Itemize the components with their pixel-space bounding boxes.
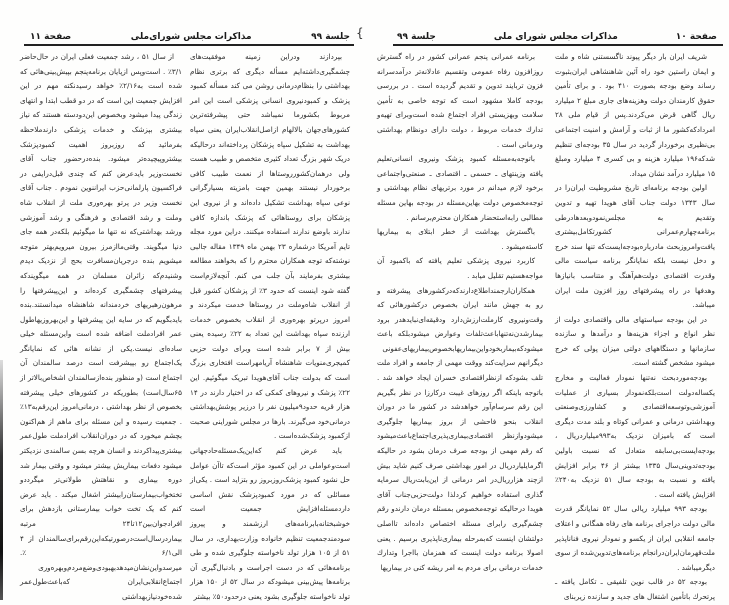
paragraph: از سال ۵۱ ، رشد جمعیت فعلی ایران در حال‌حاضر ۳/۱٪ . است‌وپس ازپایان برنامه‌پنجم بپیش‌بینی‌هائی که شده است به‌۲/۱۶٪ خواهد رسیدنکته مهم در این افزایش جمعیت این است که در دو قطب ابتدا و انتهای زندگی پیدا میشود وبخصوص این‌دودسته هستند که نیاز بیشتری بپزشک و خدمات پزشکی دارندملاحظه بفرمائید که روزبروز اهمیت کمبودپزشک بیشتروپیچیده‌تر میشود. بنده‌درحضور جناب آقای نخست‌وزیر بایدعرض کنم که چندی قبل‌درایفی در فراکسیون پارلمانی‌حزب ایراننوین نمودم . جناب آقای نخست وزیر در پرتو بهره‌وری ملت از انقلاب شاه وملت و رشد اقتصادی و فرهنگی و رشد آموزشی ورشد بهداشتی‌که نه تنها ما میگوئیم بلکه‌در همه جای دنیا میگویند. وقتی‌ماازمرز بیرون میرویم‌بهتر متوجه میشویم بنده درجریان‌مسافرت بحج از نزدیک دیدم وشنیدم‌که زائران مسلمان ‌در همه میگویند‌که پیشرفتهای چشمگیری کرده‌اند و این‌پیشرفتها را مرهون‌رهبریهای خردمندانه شاهنشاه میدانستند.بنده بایدبگویم که در سایه این پیشرفتها و این‌بهروزیها‌طول عمر افراد‌ملت اضافه شده است واین‌مسئله خیلی ساده‌ای نیست.یکی از نشانه هائی که نمایانگر یک‌اجتماع رو بپیشرفت است درصد سالمندان آن اجتماع است (و منظور بنده‌ازسالمندان اشخاص‌بالاتر از ۶۵سال‌است) بطوریکه در کشورهای خیلی پیشرفته بخصوص از نظر بهداشتی ، درمانی‌امروز این‌رقم‌به۱۳٪ . جمعیت رسیده و این مسئله برای ماهم از هم‌اکنون بچشم میخورد که در دوران‌انقلاب افراد‌ملت طول‌عمر بیشتری‌پیداکردند و انسان هرچه بسن سالمندی نزدیکتر میشود دفعات بیماریش بیشتر میشود و وقتی بیمار شد دوره بیماری و نقاهتش طولانی‌تر میگرددو تختخواب‌بیمارستان‌رابیشتر اشغال میکند . باید عرض کنم که یک تخت خواب بیمارستانی بازدهش برای افرادجوان‌بین۱۲تا۲۴ مرتبه بیماردرسال‌است‌درصورتیکه‌این‌رقم‌برای‌سالمندان از ۴ الی۶/۱ ٪. میرسدواین‌نشان‌میدهدبهبودی‌وضع‌مردم‌وبهره‌وری اجتماع‌انقلابی‌ایران که‌باعث‌طول‌عمر شده‌خودنیاز‌بهداشتی (20, 52, 183, 601)
running-title: مذاکرات مجلس شورای ملی (493, 32, 618, 42)
paragraph: اولین بودجه برنامه‌ای تاریخ مشروطیت ایران‌را در سال ۱۳۴۳ دولت جناب آقای هویدا تهیه و تدوین وتقدیم به مجلس‌نمودوبعدها‌درطی برنامه‌چهارم‌عمرانی کشورتکامل‌بیشتری یافت‌وامروز‌بحث ما‌در‌باره‌بودجه‌ایست‌که تنها سند خرج و دخل نیست بلکه نمایانگر برنامه سیاست مالی وقدرت اقتصادی دولت‌هم‌آهنگ و متناسب بانیازها وهدفها در راه پیشرفتهای روز افزون ملت ایران میباشد. (555, 183, 715, 310)
right-page-header (397, 28, 717, 42)
session-label: جلسة ۹۹ (397, 32, 436, 42)
paragraph: همکاران‌ارجمنداطلاع‌دارندکه‌درکشورهای پیشرفته و رو به جهش مانند ایران بخصوص درکشورهائی که وقت‌ونیروی کار‌ملت‌ارزش‌دارد ودقیقه‌ای‌نباید‌هدر برود بیمارشدن‌نه‌تنها‌باعث‌تلفات وعوارض میشودبلکه باعث میشود‌که‌بیمار‌بخودواین‌بیماریها‌بخصوص‌بیماریهای‌عفونی دیگرانهم سرایت‌کند ووقت مهمی از جامعه و افراد ملت تلف بشودکه ازنظراقتصادی خسران ایجاد خواهد شد . باتوجه باینکه اگر روزهای غیبت درکارزا در نظر بگیریم این رقم سرسام‌آور خواهدشد در کشور ما در دوران انقلاب بنحو فاحشی از بروز بیماریها جلوگیری میشودوازنظر اقتصادی‌بیماری‌پذیری‌اجتماع‌باعث‌میشود که رقم مهمی از بودجه صرف درمان بشود در حالیکه اگرمایلیاردریال در امور بهداشتی صرف کنیم شاید بیش ازچند هزارریال‌در امر درمانی از این‌بابت‌ریال سرمایه گذاری استفاده خواهیم کردلذا دولت‌حزبی‌جناب آقای هویدا درحالیکه توجه‌مخصوص بمسئله درمان دارندو رقم چشم‌گیری رابرای مسئله اختصاص داده‌اند تااصلی دولتشان اینست که‌بمرحله بیماری‌ناپذیری برسیم . یعنی اصولا برنامه دولت اینست که همزمان بااجرا وتدارك خدمات درمانی برای مردم به امر ریشه کنی در بیماریها (377, 285, 543, 572)
scan-edge-shadow (0, 360, 3, 600)
paragraph: برنامه عمرانی پنجم عمرانی کشور در راه گسترش روزافزون رفاه عمومی وتقسیم عادلانه‌تر درآمدسرانه فزون تربایند تدوین و تقدیم گردیده است . در بررسی بودجه کاملا مشهود است که توجه خاصی به تأمین سلامت وبهزیستی افراد اجتماع شده است‌وبرای تهیه‌و تدارك خدمات مربوط ، دولت دارای دونظام بهداشتی ودرمانی است . (377, 52, 543, 149)
paragraph: بودجه ۵۲ در قالب نوین تلفیقی ـ تکامل یافته ـ پرتحرك باتأمین اشتغال های جدید و سازنده زیربنای (555, 577, 715, 601)
page-number: صفحة ۱۱ (30, 32, 72, 42)
left-page-header (30, 28, 350, 42)
right-page (365, 0, 729, 600)
text-column (20, 50, 182, 605)
paragraph: باگسترش بهداشت از خطر ابتلای به بیماریها کاسته‌میشود . (377, 227, 543, 251)
text-column (377, 50, 543, 575)
paragraph: در این بودجه سیاستهای مالی واقتصادی دولت از نظر انواع و اجزاء هزینه‌ها و درآمدها و سازنده سازمانها و دستگاههای دولتی میزان پولی که خرج میشود مشخص گشته است. (555, 314, 715, 368)
paragraph: بودجه ۹۹۳ میلیارد ریالی سال ۵۲ نمایانگر قدرت مالی دولت دراجرای برنامه های رفاه همگانی و اعتلای جامعه انقلابی ایران از یکسو و نمودار نیروی فناناپذیر ملت‌قهرمان‌ایران‌درانجام برنامه‌های‌تدوین‌شده از سوی دیگرمیباشد . (555, 504, 715, 572)
header-rule (393, 44, 723, 46)
page-number: صفحة ۱۰ (675, 32, 717, 42)
binding-bracket-mark: { (356, 26, 364, 40)
header-rule (24, 44, 354, 46)
running-title: مذاکرات مجلس شورای‌ملی (130, 32, 252, 42)
paragraph: باتوجه‌به‌مسئله کمبود پزشک ونیروی انسانی‌تعلیم یافته وزینتهای ـ حسمی ـ اقتصادی ـ صنعتی‌واجتماعی برخود لازم میدانم در مورد برتریهای نظام بهداشتی و توجه‌مخصوص دولت بهاین‌مسئله در بودجه بهاین مسئله مطالبی رابه‌استحضار همکاران محترم‌برسانم . (377, 154, 543, 222)
left-page (0, 0, 365, 600)
paragraph: شریف ایران بار دیگر پیوند ناگسستنی شاه و ملت و ایمان راستین خود راه آئین شاهنشاهی ایران‌بثبوت رساند وضع بودجه بصورت ۴۱۰ بود . و برای تأمین حقوق کارمندان دولت وهزینه‌های جاری مبلغ ۲ میلیارد ریال گاهی قرض می‌کردند.پس از قیام ملی ۲۸ امرداد‌که‌کشور ما از ثبات و آرامش و امنیت اجتماعی بی‌نظیری برخوردار گردید در سال ۳۵ بودجه‌ای تنظیم شد‌که۱۹۶ میلیارد هزینه و بی کسری ۴ میلیارد ومبلغ ۱۵ میلیارد درآمد نشان میداد. (555, 52, 715, 178)
paragraph: بودجه‌موردبحث نه‌تنها نمودار فعالیت و مخارج یکساله‌دولت است‌بلکه‌نمودار بسیاری از عملیات آموزشی‌وتوسعه‌اقتصادی و کشاورزی‌وصنعتی وبهداشتی درمانی و عمرانی کوتاه و بلند مدت دیگری است که بامیزان نزدیک به۹۹۳میلیاردریال ، بودجه‌ایست‌بی‌سابقه متعادل که نسبت باولین بودجه‌تدوینی‌سال ۱۳۳۵ بیشتر از ۴۶ برابر افزایش یافته و نسبت به بودجه سال ۵۱ نزدیک به۲۴۰٪ افزایش یافته است . (555, 373, 716, 499)
text-column (555, 50, 715, 605)
paragraph: بپردازند ودراین زمینه موفقیت‌های چشمگیری‌داشته‌ایم مسأله دیگری که برتری نظام بهداشتی را بنظام‌درمانی روشن می کند مسأله کمبود پزشک و کمبودنیروی انسانی پزشکی است این امر مربوط بکشورما نمیباشد حتی پیشرفته‌ترین کشورهای‌جهان بالالهام ازاصل‌انقلاب‌ایران یعنی سپاه بهداشت به تشکیل سپاه پزشکان پرداخته‌اند درحالیکه دریک شهر بزرگ تعداد کثیری متخصص و طبیب هست ولی درهمان‌کشورروستاها از نعمت طبیب کافی برخوردار نیستند بهمین جهت بامزیته بسیارگرانی نوعی سپاه بهداشت تشکیل داده‌اند و از نیروی این پزشکان برای روستاهائی که پزشک باندازه کافی ندارند باوضع ندارند استفاده میکنند. دراین مورد مجله تایم آمریکا درشماره ۲۳ بهمن ماه ۱۳۴۹ مقاله جالبی نوشته‌که توجه همکاران محترم را که بخواهند مطالعه بیشتری بفرمایند بآن جلب می کنم. آنچه‌لازم‌است گفته شود اینست که حدود ۳٪ از پزشکان کشور قبل از انقلاب شاه‌وملت در روستاها خدمت میکردند و امروز درپرتو بهره‌وری از انقلاب بخصوص خدمات ارزنده سپاه بهداشت این تعداد به ۲۲٪ رسیده یعنی بیش از ۷ برابر شده است وبرای دولت حزبی کمیجری‌منویات شاهنشاه آریامهراست افتخاری بزرگ است که بدولت جناب آقای‌هویدا تبریک میگوئیم. این ۲۲٪ پزشک و نیروهای کمکی که در اختیار دارند در ۱۴ هزار قریه حدود۹میلیون نفر را درزیر پوشش‌بهداشتی درمانی‌خود می‌گیرند. بارها در مجلس شوراینی صحبت ازکمبود پزشک‌شده‌است . (190, 52, 351, 441)
text-column (190, 50, 350, 605)
session-label: جلسة ۹۹ (311, 32, 350, 42)
paragraph: باید عرض کنم که‌این‌یک‌مسئله‌حادجهانی است‌وعواملی در این کمبود مؤثر است‌که تاآن عوامل حل نشود کمبود پزشک‌روزبروز رو بتزاید است . یکی‌از مسائلی که در مورد کمبودپزشک نقش اساسی داردمسئله‌افزایش جمعیت است خوشبختانه‌بابرنامه‌های ارزشمند و پیروز سودمندجمعیت تنظیم خانواده وزارت‌بهداری، در سال ۵۱ از ۱۰۵ هزار تولد ناخواسته جلوگیری شده و طی برنامه‌هائی که در دست اجراست و بادنبال‌گیری آن برنامه‌ها پیش‌بینی میشودکه در سال ۵۲ از ۱۵۰ هزار تولد ناخواسته جلوگیری بشود یعنی درحدود۵۰٪ بیشتر (190, 446, 350, 601)
paragraph: کاربرد نیروی پزشکی تعلیم یافته که باکمبود آن مواجه‌هستیم تقلیل میابد . (377, 256, 543, 280)
